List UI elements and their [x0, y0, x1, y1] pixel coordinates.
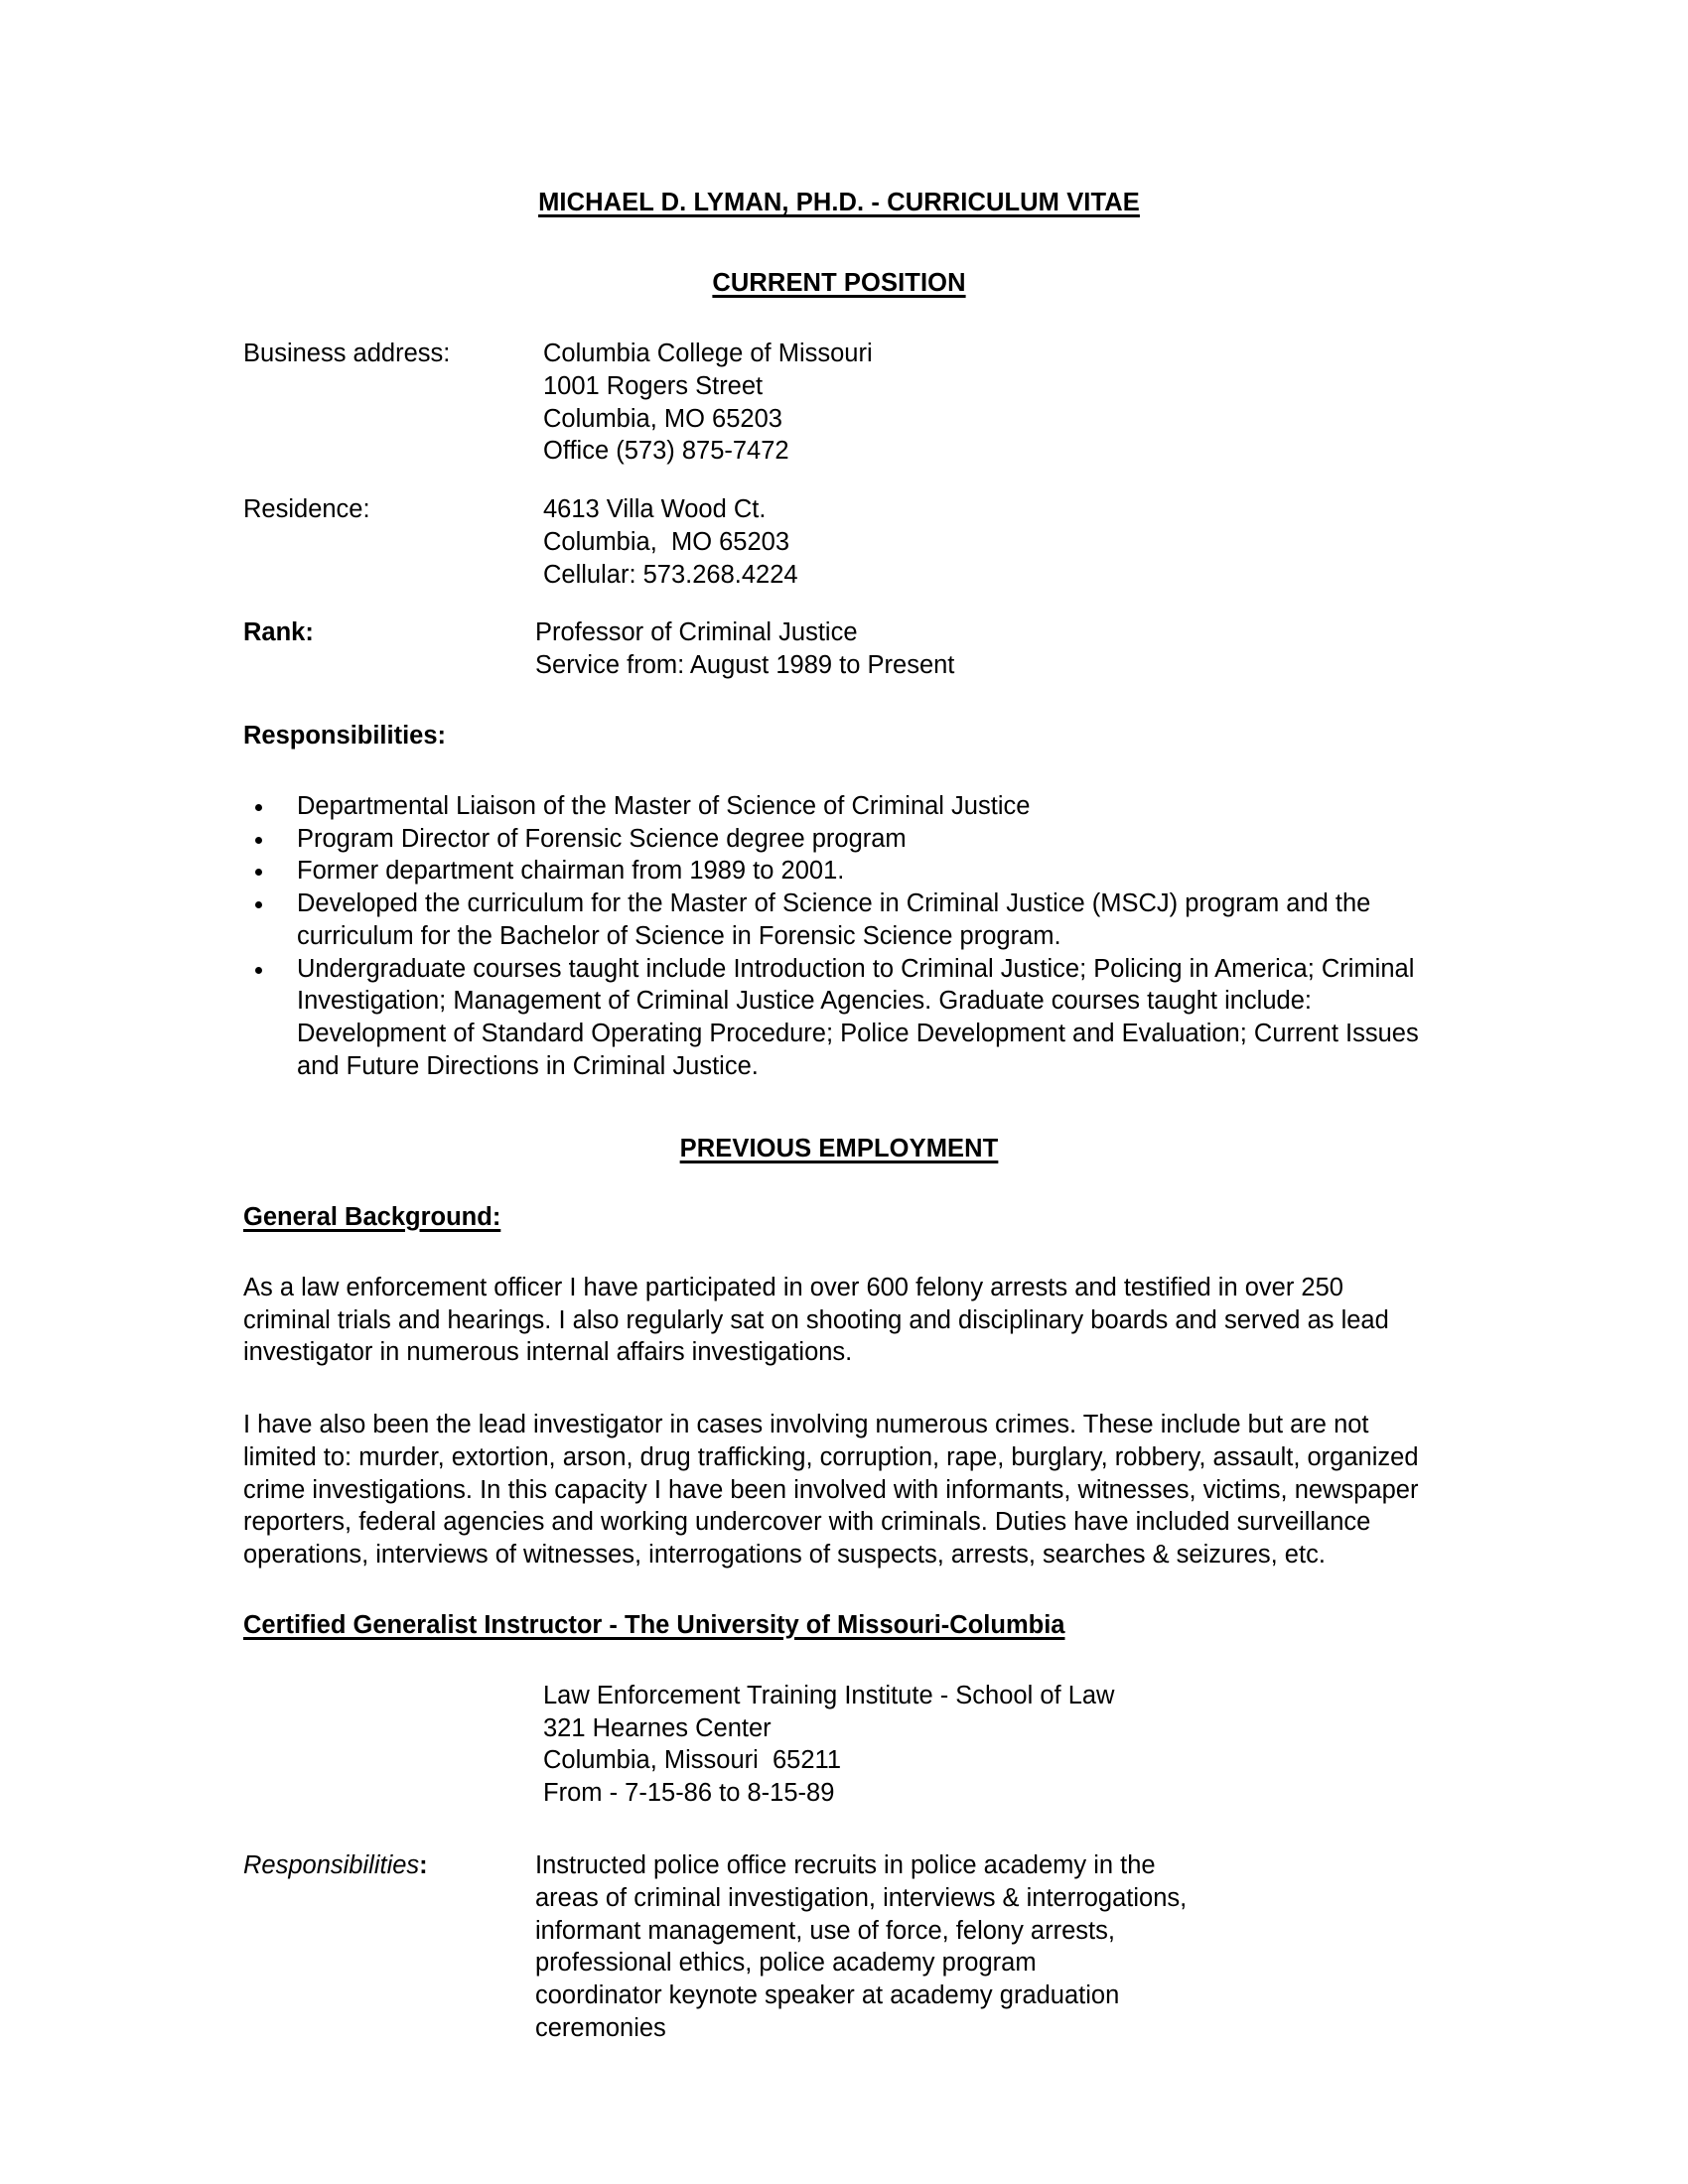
responsibility-line: ceremonies — [535, 2013, 666, 2042]
list-item: Undergraduate courses taught include Introduction to Criminal Justice; Policing in America; Criminal Investigation; Management of Criminal Justice Agencies. Graduate courses taught include: Development of Standard Operating Procedure; Police Development and Evaluation; Current Issues and Future Directions in Criminal Justice. — [243, 953, 1435, 1083]
residence-value — [543, 493, 1435, 591]
rank-service-line: Service from: August 1989 to Present — [535, 651, 955, 680]
business-address-row — [243, 338, 1435, 468]
general-background-paragraph: I have also been the lead investigator in cases involving numerous crimes. These include but are not limited to: murder, extortion, arson, drug trafficking, corruption, rape, burglary, robbery, assault, organized crime investigations. In this capacity I have been involved with informants, witnesses, victims, newspaper reporters, federal agencies and working undercover with criminals. Duties have included surveillance operations, interviews of witnesses, interrogations of suspects, arrests, searches & seizures, etc. — [243, 1411, 1419, 1570]
rank-label: Rank: — [243, 618, 314, 647]
page-title — [243, 189, 1435, 217]
institute-line: Law Enforcement Training Institute - School of Law — [543, 1681, 1115, 1709]
certified-generalist-responsibilities-row — [243, 1849, 1435, 2045]
section-heading-previous-employment — [243, 1135, 1435, 1163]
certified-generalist-heading — [243, 1611, 1435, 1640]
responsibilities-list — [243, 790, 1435, 1083]
page-title-text: MICHAEL D. LYMAN, PH.D. - CURRICULUM VITAE — [538, 189, 1140, 216]
list-item: Developed the curriculum for the Master of Science in Criminal Justice (MSCJ) program and the curriculum for the Bachelor of Science in Forensic Science program. — [243, 887, 1435, 953]
general-background-heading — [243, 1203, 1435, 1232]
section-heading-previous-employment-text: PREVIOUS EMPLOYMENT — [679, 1134, 999, 1162]
responsibility-line: informant management, use of force, felony arrests, — [535, 1916, 1115, 1945]
rank-title-line: Professor of Criminal Justice — [535, 618, 858, 647]
section-heading-current-position — [243, 269, 1435, 298]
address-line: 321 Hearnes Center — [543, 1713, 772, 1742]
certified-generalist-responsibilities-label — [243, 1849, 543, 1882]
residence-line: Columbia, MO 65203 — [543, 527, 790, 556]
employment-dates-line: From - 7-15-86 to 8-15-89 — [543, 1779, 835, 1808]
list-item: Departmental Liaison of the Master of Science of Criminal Justice — [243, 790, 1435, 823]
business-address-line: Columbia College of Missouri — [543, 340, 873, 367]
responsibilities-label-text: Responsibilities — [243, 1850, 420, 1879]
address-line: Columbia, Missouri 65211 — [543, 1746, 841, 1775]
residence-label: Residence: — [243, 495, 370, 524]
responsibilities-heading-text: Responsibilities: — [243, 721, 447, 750]
business-address-value — [543, 338, 1435, 468]
residence-cellular-line: Cellular: 573.268.4224 — [543, 560, 798, 589]
certified-generalist-address — [543, 1680, 1435, 1810]
section-heading-current-position-text: CURRENT POSITION — [712, 269, 966, 297]
residence-line: 4613 Villa Wood Ct. — [543, 495, 767, 524]
document-content — [243, 189, 1435, 2045]
list-item: Program Director of Forensic Science degree program — [243, 823, 1435, 856]
business-address-line: Columbia, MO 65203 — [543, 404, 782, 433]
business-address-line: 1001 Rogers Street — [543, 371, 764, 400]
responsibility-line: coordinator keynote speaker at academy graduation — [535, 1981, 1120, 2010]
certified-generalist-heading-text: Certified Generalist Instructor - The University of Missouri-Columbia — [243, 1610, 1065, 1639]
responsibilities-heading — [243, 722, 1435, 751]
rank-value — [535, 616, 1435, 682]
general-background-paragraph: As a law enforcement officer I have participated in over 600 felony arrests and testified in over 250 criminal trials and hearings. I also regularly sat on shooting and disciplinary boards and served as lead investigator in numerous internal affairs investigations. — [243, 1273, 1389, 1367]
general-background-heading-text: General Background: — [243, 1202, 501, 1231]
rank-row — [243, 616, 1435, 682]
certified-generalist-responsibilities-value — [535, 1849, 1435, 2045]
residence-row — [243, 493, 1435, 591]
list-item: Former department chairman from 1989 to 2001. — [243, 855, 1435, 887]
business-address-label: Business address: — [243, 340, 451, 367]
responsibility-line: Instructed police office recruits in police academy in the — [535, 1850, 1156, 1879]
business-phone-line: Office (573) 875-7472 — [543, 437, 789, 466]
responsibilities-label-colon: : — [419, 1850, 428, 1879]
responsibility-line: professional ethics, police academy program — [535, 1949, 1037, 1978]
responsibility-line: areas of criminal investigation, interviews & interrogations, — [535, 1883, 1188, 1912]
